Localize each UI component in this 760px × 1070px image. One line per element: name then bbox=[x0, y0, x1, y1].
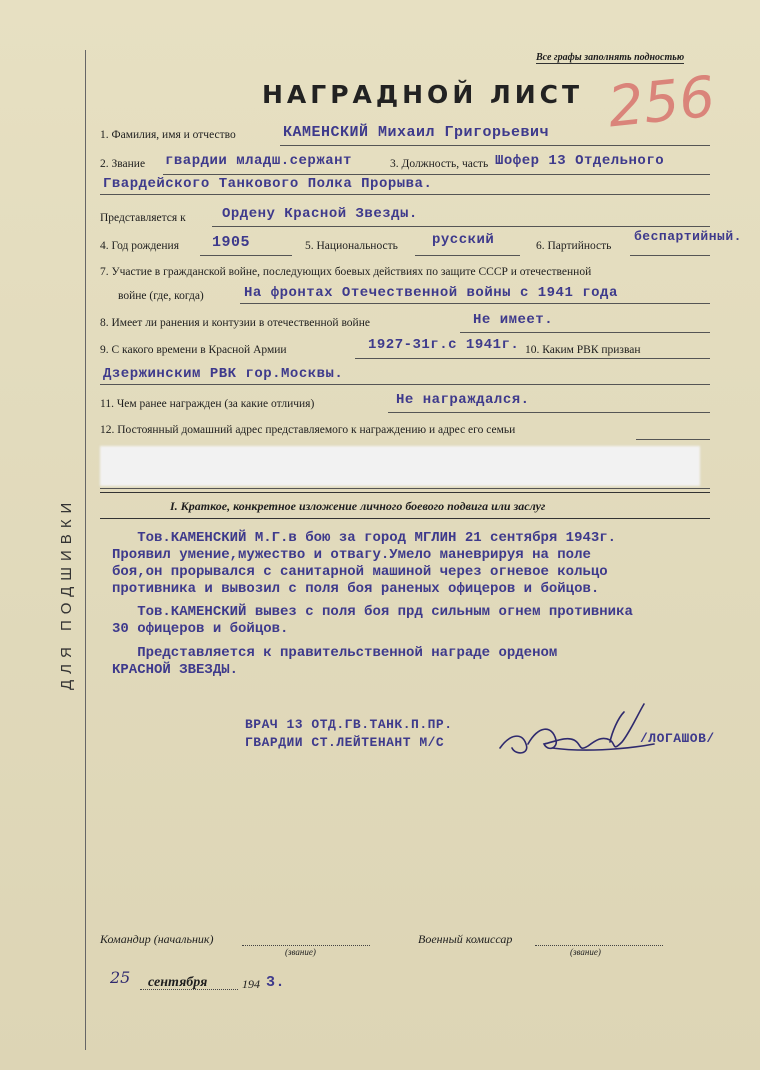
field-12-line bbox=[636, 439, 710, 440]
field-3-label: 3. Должность, часть bbox=[390, 158, 489, 170]
field-10-label: 10. Каким РВК призван bbox=[525, 344, 641, 356]
field-11-line bbox=[388, 412, 710, 413]
field-7-line bbox=[240, 303, 710, 304]
section-1-top-rule bbox=[100, 492, 710, 493]
field-7-label-cont: войне (где, когда) bbox=[118, 290, 204, 302]
date-year-printed: 194 bbox=[242, 977, 260, 991]
field-6-label: 6. Партийность bbox=[536, 240, 612, 252]
field-7-label: 7. Участие в гражданской войне, последующих боевых действиях по защите СССР и отечественной bbox=[100, 266, 592, 278]
binding-label: ДЛЯ ПОДШИВКИ bbox=[58, 496, 75, 690]
field-11-label: 11. Чем ранее награжден (за какие отличия) bbox=[100, 398, 315, 410]
field-1-value: КАМЕНСКИЙ Михаил Григорьевич bbox=[283, 124, 550, 141]
commissar-label: Военный комиссар bbox=[418, 932, 513, 946]
signature-name: /ЛОГАШОВ/ bbox=[640, 731, 715, 746]
commissar-rank-hint: (звание) bbox=[570, 947, 601, 957]
field-9-value: 1927-31г.с 1941г. bbox=[368, 337, 520, 353]
field-8-value: Не имеет. bbox=[473, 312, 554, 328]
field-2-label: 2. Звание bbox=[100, 158, 146, 170]
field-9-line bbox=[355, 358, 710, 359]
presented-line bbox=[212, 226, 710, 227]
field-7-value: На фронтах Отечественной войны с 1941 года bbox=[244, 285, 618, 301]
signature-line-2: ГВАРДИИ СТ.ЛЕЙТЕНАНТ М/С bbox=[245, 735, 445, 750]
binding-margin-line bbox=[85, 50, 86, 1050]
handwritten-number: 256 bbox=[604, 64, 718, 141]
field-3-line bbox=[100, 194, 710, 195]
presented-label: Представляется к bbox=[100, 212, 186, 224]
commissar-line bbox=[535, 945, 663, 946]
commander-line bbox=[242, 945, 370, 946]
field-4-label: 4. Год рождения bbox=[100, 240, 179, 252]
handwritten-signature bbox=[492, 696, 662, 766]
field-4-line bbox=[200, 255, 292, 256]
field-12-label: 12. Постоянный домашний адрес представляемого к награждению и адрес его семьи bbox=[100, 424, 516, 436]
field-1-line bbox=[280, 145, 710, 146]
section-1-bottom-rule bbox=[100, 518, 710, 519]
date-month: сентября bbox=[148, 975, 208, 990]
field-10-line bbox=[100, 384, 710, 385]
field-4-value: 1905 bbox=[212, 234, 251, 251]
commander-label: Командир (начальник) bbox=[100, 932, 214, 946]
field-10-value: Дзержинским РВК гор.Москвы. bbox=[103, 366, 344, 382]
field-2-line bbox=[163, 174, 710, 175]
document-title: НАГРАДНОЙ ЛИСТ bbox=[262, 80, 584, 109]
field-5-line bbox=[415, 255, 520, 256]
field-8-line bbox=[460, 332, 710, 333]
section-1-paragraph-3: Представляется к правительственной награде орденом КРАСНОЙ ЗВЕЗДЫ. bbox=[112, 645, 558, 678]
field-2-value: гвардии младш.сержант bbox=[165, 153, 352, 169]
field-11-value: Не награждался. bbox=[396, 392, 530, 408]
signature-line-1: ВРАЧ 13 ОТД.ГВ.ТАНК.П.ПР. bbox=[245, 717, 453, 732]
field-1-label: 1. Фамилия, имя и отчество bbox=[100, 129, 236, 141]
field-8-label: 8. Имеет ли ранения и контузии в отечественной войне bbox=[100, 317, 370, 329]
field-6-line bbox=[630, 255, 710, 256]
field-12-bottom-line bbox=[100, 488, 710, 489]
section-1-title: I. Краткое, конкретное изложение личного боевого подвига или заслуг bbox=[170, 499, 546, 513]
date-year-typed: 3. bbox=[266, 974, 286, 991]
fill-instruction: Все графы заполнять подностью bbox=[536, 52, 685, 63]
field-5-value: русский bbox=[432, 232, 495, 248]
commander-rank-hint: (звание) bbox=[285, 947, 316, 957]
redacted-address bbox=[100, 446, 700, 486]
field-5-label: 5. Национальность bbox=[305, 240, 398, 252]
field-9-label: 9. С какого времени в Красной Армии bbox=[100, 344, 287, 356]
presented-value: Ордену Красной Звезды. bbox=[222, 206, 418, 222]
date-day: 25 bbox=[110, 968, 131, 987]
field-3-value-cont: Гвардейского Танкового Полка Прорыва. bbox=[103, 176, 433, 192]
section-1-paragraph-1: Тов.КАМЕНСКИЙ М.Г.в бою за город МГЛИН 21 сентября 1943г. Проявил умение,мужество и отвагу.Умело маневрируя на поле боя,он прорывался с санитарной машиной через огневое кольцо противника и вывозил с поля боя раненых офицеров и бойцов. bbox=[112, 530, 617, 597]
section-1-paragraph-2: Тов.КАМЕНСКИЙ вывез с поля боя прд сильным огнем противника 30 офицеров и бойцов. bbox=[112, 604, 633, 637]
field-3-value: Шофер 13 Отдельного bbox=[495, 153, 665, 169]
field-6-value: беспартийный. bbox=[634, 229, 742, 244]
